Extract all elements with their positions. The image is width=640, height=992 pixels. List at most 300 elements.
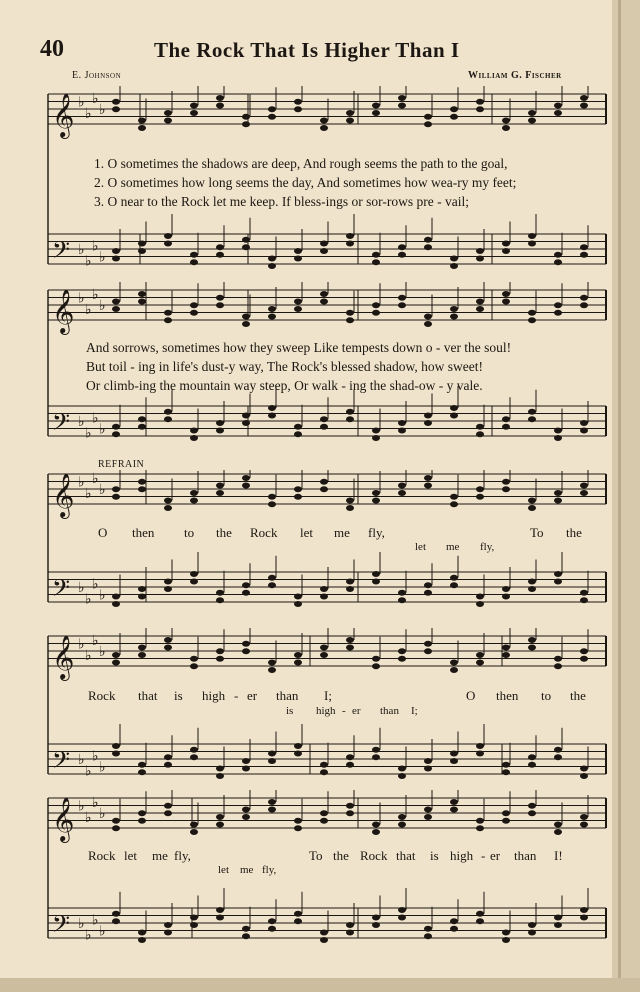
flat-sign: ♭ bbox=[92, 912, 99, 929]
note-head bbox=[164, 930, 172, 936]
note-head bbox=[164, 409, 172, 415]
note-head bbox=[580, 428, 588, 434]
note-head bbox=[268, 114, 276, 120]
refrain-word: than bbox=[514, 848, 537, 863]
note-head bbox=[502, 930, 510, 936]
note-head bbox=[528, 498, 536, 504]
refrain-word: is bbox=[174, 688, 183, 703]
refrain-echo-word: let bbox=[218, 864, 229, 876]
note-head bbox=[320, 486, 328, 492]
note-head bbox=[138, 586, 146, 592]
note-head bbox=[424, 582, 432, 588]
flat-sign: ♭ bbox=[92, 576, 99, 593]
note-head bbox=[398, 244, 406, 250]
bass-clef: 𝄢 bbox=[52, 574, 71, 607]
note-head bbox=[554, 103, 562, 109]
note-head bbox=[502, 486, 510, 492]
note-head bbox=[528, 586, 536, 592]
note-head bbox=[476, 743, 484, 749]
flat-sign: ♭ bbox=[78, 580, 85, 596]
note-head bbox=[346, 579, 354, 585]
note-head bbox=[476, 299, 484, 305]
note-head bbox=[476, 486, 484, 492]
note-head bbox=[216, 420, 224, 426]
verse-2-line-2: But toil - ing in life's dust-y way, The Rock's blessed shadow, how sweet! bbox=[86, 359, 483, 374]
note-head bbox=[320, 118, 328, 124]
note-head bbox=[372, 822, 380, 828]
bass-clef: 𝄢 bbox=[52, 910, 71, 943]
note-head bbox=[372, 656, 380, 662]
note-head bbox=[424, 420, 432, 426]
note-head bbox=[424, 807, 432, 813]
note-head bbox=[190, 110, 198, 116]
note-head bbox=[138, 299, 146, 305]
refrain-word: I; bbox=[324, 688, 332, 703]
note-head bbox=[398, 814, 406, 820]
flat-sign: ♭ bbox=[99, 644, 106, 660]
note-head bbox=[398, 252, 406, 258]
note-head bbox=[398, 773, 406, 779]
music-system-4 bbox=[0, 628, 612, 798]
flat-sign: ♭ bbox=[78, 636, 85, 653]
refrain-word: - bbox=[481, 848, 486, 863]
refrain-word: fly, bbox=[368, 525, 385, 540]
note-head bbox=[242, 237, 250, 243]
note-head bbox=[164, 416, 172, 422]
flat-sign: ♭ bbox=[85, 809, 92, 826]
note-head bbox=[450, 758, 458, 764]
note-head bbox=[476, 99, 484, 105]
note-head bbox=[268, 494, 276, 500]
flat-sign: ♭ bbox=[92, 470, 99, 487]
note-head bbox=[398, 648, 406, 654]
flat-sign: ♭ bbox=[99, 249, 106, 266]
note-head bbox=[372, 259, 380, 265]
note-head bbox=[502, 118, 510, 124]
note-head bbox=[164, 241, 172, 247]
refrain-echo-word: let bbox=[415, 541, 426, 553]
note-head bbox=[294, 494, 302, 500]
note-head bbox=[216, 490, 224, 496]
note-head bbox=[320, 930, 328, 936]
note-head bbox=[372, 571, 380, 577]
note-head bbox=[294, 652, 302, 658]
note-head bbox=[242, 121, 250, 127]
note-head bbox=[164, 810, 172, 816]
note-head bbox=[502, 125, 510, 131]
flat-sign: ♭ bbox=[92, 286, 99, 303]
flat-sign: ♭ bbox=[85, 301, 92, 318]
refrain-word: - bbox=[234, 688, 239, 703]
note-head bbox=[216, 428, 224, 434]
hymn-title: The Rock That Is Higher Than I bbox=[154, 38, 460, 62]
note-head bbox=[398, 302, 406, 308]
note-head bbox=[216, 907, 224, 913]
note-head bbox=[502, 416, 510, 422]
note-head bbox=[190, 103, 198, 109]
note-head bbox=[112, 652, 120, 658]
note-head bbox=[450, 660, 458, 666]
note-head bbox=[268, 256, 276, 262]
refrain-label: REFRAIN bbox=[98, 459, 145, 470]
note-head bbox=[476, 652, 484, 658]
note-head bbox=[372, 829, 380, 835]
note-head bbox=[580, 597, 588, 603]
refrain-echo-word: fly, bbox=[262, 864, 277, 876]
note-head bbox=[398, 590, 406, 596]
note-head bbox=[138, 125, 146, 131]
note-head bbox=[372, 579, 380, 585]
note-head bbox=[528, 922, 536, 928]
flat-sign: ♭ bbox=[78, 916, 85, 932]
note-head bbox=[190, 498, 198, 504]
note-head bbox=[190, 435, 198, 441]
note-head bbox=[476, 660, 484, 666]
refrain-word: O bbox=[98, 525, 108, 540]
note-head bbox=[164, 803, 172, 809]
note-head bbox=[216, 103, 224, 109]
note-head bbox=[268, 799, 276, 805]
note-head bbox=[294, 486, 302, 492]
note-head bbox=[554, 754, 562, 760]
note-head bbox=[268, 405, 276, 411]
note-head bbox=[476, 248, 484, 254]
note-head bbox=[502, 299, 510, 305]
note-head bbox=[502, 645, 510, 651]
note-head bbox=[320, 479, 328, 485]
note-head bbox=[580, 590, 588, 596]
note-head bbox=[450, 494, 458, 500]
note-head bbox=[450, 413, 458, 419]
note-head bbox=[346, 637, 354, 643]
note-head bbox=[528, 317, 536, 323]
note-head bbox=[450, 575, 458, 581]
note-head bbox=[268, 926, 276, 932]
flat-sign: ♭ bbox=[78, 798, 85, 815]
note-head bbox=[502, 479, 510, 485]
note-head bbox=[502, 291, 510, 297]
note-head bbox=[138, 818, 146, 824]
note-head bbox=[554, 498, 562, 504]
note-head bbox=[476, 751, 484, 757]
note-head bbox=[190, 259, 198, 265]
note-head bbox=[112, 106, 120, 112]
refrain-echo-word: is bbox=[286, 705, 294, 717]
note-head bbox=[580, 822, 588, 828]
note-head bbox=[268, 918, 276, 924]
note-head bbox=[502, 586, 510, 592]
note-head bbox=[346, 586, 354, 592]
refrain-word: Rock bbox=[360, 848, 388, 863]
note-head bbox=[346, 317, 354, 323]
note-head bbox=[190, 829, 198, 835]
note-head bbox=[554, 490, 562, 496]
note-head bbox=[190, 571, 198, 577]
note-head bbox=[476, 424, 484, 430]
note-head bbox=[112, 99, 120, 105]
refrain-word: let bbox=[124, 848, 137, 863]
note-head bbox=[320, 810, 328, 816]
flat-sign: ♭ bbox=[85, 425, 92, 442]
refrain-word: high bbox=[202, 688, 226, 703]
note-head bbox=[294, 818, 302, 824]
flat-sign: ♭ bbox=[78, 290, 85, 307]
note-head bbox=[476, 594, 484, 600]
flat-sign: ♭ bbox=[78, 414, 85, 430]
note-head bbox=[138, 424, 146, 430]
note-head bbox=[580, 915, 588, 921]
note-head bbox=[450, 582, 458, 588]
note-head bbox=[190, 663, 198, 669]
note-head bbox=[320, 125, 328, 131]
note-head bbox=[398, 95, 406, 101]
note-head bbox=[294, 106, 302, 112]
note-head bbox=[580, 483, 588, 489]
note-head bbox=[242, 483, 250, 489]
note-head bbox=[476, 911, 484, 917]
note-head bbox=[138, 769, 146, 775]
note-head bbox=[580, 295, 588, 301]
note-head bbox=[112, 601, 120, 607]
note-head bbox=[372, 302, 380, 308]
note-head bbox=[398, 483, 406, 489]
refrain-word: the bbox=[333, 848, 349, 863]
flat-sign: ♭ bbox=[78, 474, 85, 491]
note-head bbox=[320, 937, 328, 943]
note-head bbox=[450, 306, 458, 312]
flat-sign: ♭ bbox=[99, 482, 106, 498]
refrain-word: me bbox=[152, 848, 168, 863]
note-head bbox=[502, 762, 510, 768]
flat-sign: ♭ bbox=[99, 759, 106, 776]
note-head bbox=[580, 648, 588, 654]
note-head bbox=[424, 641, 432, 647]
note-head bbox=[294, 660, 302, 666]
note-head bbox=[580, 95, 588, 101]
note-head bbox=[242, 590, 250, 596]
note-head bbox=[242, 475, 250, 481]
note-head bbox=[450, 256, 458, 262]
note-head bbox=[138, 291, 146, 297]
note-head bbox=[268, 575, 276, 581]
note-head bbox=[138, 486, 146, 492]
note-head bbox=[580, 766, 588, 772]
note-head bbox=[164, 762, 172, 768]
note-head bbox=[138, 762, 146, 768]
note-head bbox=[112, 424, 120, 430]
note-head bbox=[242, 582, 250, 588]
note-head bbox=[528, 416, 536, 422]
note-head bbox=[528, 762, 536, 768]
note-head bbox=[476, 601, 484, 607]
composer-credit: William G. Fischer bbox=[468, 70, 562, 81]
note-head bbox=[190, 252, 198, 258]
note-head bbox=[528, 579, 536, 585]
note-head bbox=[372, 747, 380, 753]
note-head bbox=[320, 762, 328, 768]
verse-3-line-1: 3. O near to the Rock let me keep. If bless-ings or sor-rows pre - vail; bbox=[94, 194, 470, 209]
note-head bbox=[294, 594, 302, 600]
note-head bbox=[112, 594, 120, 600]
note-head bbox=[294, 743, 302, 749]
music-system-3 bbox=[0, 470, 612, 620]
note-head bbox=[268, 263, 276, 269]
note-head bbox=[450, 263, 458, 269]
refrain-echo-word: me bbox=[240, 864, 254, 876]
note-head bbox=[398, 597, 406, 603]
note-head bbox=[138, 241, 146, 247]
treble-clef: 𝄞 bbox=[52, 93, 75, 137]
flat-sign: ♭ bbox=[99, 806, 106, 822]
verse-2-line-1: 2. O sometimes how long seems the day, And sometimes how wea-ry my feet; bbox=[94, 175, 517, 190]
note-head bbox=[268, 413, 276, 419]
note-head bbox=[242, 314, 250, 320]
note-head bbox=[294, 299, 302, 305]
note-head bbox=[450, 405, 458, 411]
note-head bbox=[164, 310, 172, 316]
book-page-edge bbox=[612, 0, 640, 992]
note-head bbox=[268, 758, 276, 764]
note-head bbox=[450, 501, 458, 507]
note-head bbox=[164, 233, 172, 239]
flat-sign: ♭ bbox=[92, 794, 99, 811]
note-head bbox=[398, 490, 406, 496]
refrain-word: Rock bbox=[88, 848, 116, 863]
note-head bbox=[268, 582, 276, 588]
note-head bbox=[138, 479, 146, 485]
note-head bbox=[138, 118, 146, 124]
note-head bbox=[476, 918, 484, 924]
note-head bbox=[554, 915, 562, 921]
note-head bbox=[372, 922, 380, 928]
refrain-word: the bbox=[216, 525, 232, 540]
note-head bbox=[554, 435, 562, 441]
note-head bbox=[528, 409, 536, 415]
refrain-word: Rock bbox=[250, 525, 278, 540]
note-head bbox=[242, 114, 250, 120]
note-head bbox=[164, 637, 172, 643]
note-head bbox=[554, 302, 562, 308]
note-head bbox=[398, 907, 406, 913]
note-head bbox=[372, 310, 380, 316]
flat-sign: ♭ bbox=[92, 90, 99, 107]
note-head bbox=[476, 494, 484, 500]
note-head bbox=[164, 586, 172, 592]
note-head bbox=[528, 637, 536, 643]
note-head bbox=[372, 110, 380, 116]
note-head bbox=[112, 911, 120, 917]
refrain-word: to bbox=[541, 688, 552, 703]
note-head bbox=[164, 110, 172, 116]
note-head bbox=[112, 248, 120, 254]
note-head bbox=[476, 818, 484, 824]
note-head bbox=[216, 766, 224, 772]
note-head bbox=[502, 937, 510, 943]
refrain-echo-word: me bbox=[446, 541, 460, 553]
flat-sign: ♭ bbox=[85, 763, 92, 780]
refrain-word: that bbox=[396, 848, 416, 863]
note-head bbox=[502, 769, 510, 775]
note-head bbox=[554, 259, 562, 265]
note-head bbox=[346, 498, 354, 504]
note-head bbox=[554, 110, 562, 116]
note-head bbox=[580, 302, 588, 308]
note-head bbox=[242, 420, 250, 426]
note-head bbox=[346, 645, 354, 651]
note-head bbox=[476, 106, 484, 112]
note-head bbox=[320, 652, 328, 658]
note-head bbox=[580, 773, 588, 779]
note-head bbox=[476, 306, 484, 312]
note-head bbox=[554, 656, 562, 662]
note-head bbox=[294, 601, 302, 607]
note-head bbox=[320, 645, 328, 651]
note-head bbox=[190, 922, 198, 928]
note-head bbox=[268, 807, 276, 813]
refrain-word: fly, bbox=[174, 848, 191, 863]
note-head bbox=[346, 409, 354, 415]
note-head bbox=[346, 310, 354, 316]
note-head bbox=[528, 645, 536, 651]
treble-clef: 𝄞 bbox=[52, 797, 75, 841]
note-head bbox=[580, 656, 588, 662]
note-head bbox=[346, 922, 354, 928]
note-head bbox=[164, 922, 172, 928]
note-head bbox=[164, 118, 172, 124]
note-head bbox=[242, 926, 250, 932]
note-head bbox=[424, 926, 432, 932]
note-head bbox=[112, 306, 120, 312]
note-head bbox=[242, 321, 250, 327]
treble-clef: 𝄞 bbox=[52, 289, 75, 333]
note-head bbox=[216, 597, 224, 603]
note-head bbox=[554, 822, 562, 828]
note-head bbox=[346, 930, 354, 936]
note-head bbox=[528, 241, 536, 247]
note-head bbox=[372, 663, 380, 669]
refrain-word: than bbox=[276, 688, 299, 703]
note-head bbox=[190, 428, 198, 434]
note-head bbox=[424, 321, 432, 327]
note-head bbox=[580, 244, 588, 250]
note-head bbox=[346, 416, 354, 422]
note-head bbox=[450, 667, 458, 673]
note-head bbox=[112, 825, 120, 831]
refrain-word: the bbox=[566, 525, 582, 540]
note-head bbox=[320, 594, 328, 600]
note-head bbox=[320, 299, 328, 305]
note-head bbox=[320, 424, 328, 430]
note-head bbox=[528, 930, 536, 936]
note-head bbox=[372, 490, 380, 496]
note-head bbox=[294, 256, 302, 262]
note-head bbox=[450, 106, 458, 112]
note-head bbox=[424, 648, 432, 654]
note-head bbox=[242, 648, 250, 654]
note-head bbox=[112, 256, 120, 262]
note-head bbox=[242, 758, 250, 764]
note-head bbox=[216, 656, 224, 662]
note-head bbox=[112, 494, 120, 500]
note-head bbox=[294, 918, 302, 924]
note-head bbox=[138, 645, 146, 651]
note-head bbox=[190, 302, 198, 308]
refrain-word: high bbox=[450, 848, 474, 863]
note-head bbox=[580, 252, 588, 258]
note-head bbox=[346, 803, 354, 809]
flat-sign: ♭ bbox=[92, 748, 99, 765]
note-head bbox=[320, 241, 328, 247]
